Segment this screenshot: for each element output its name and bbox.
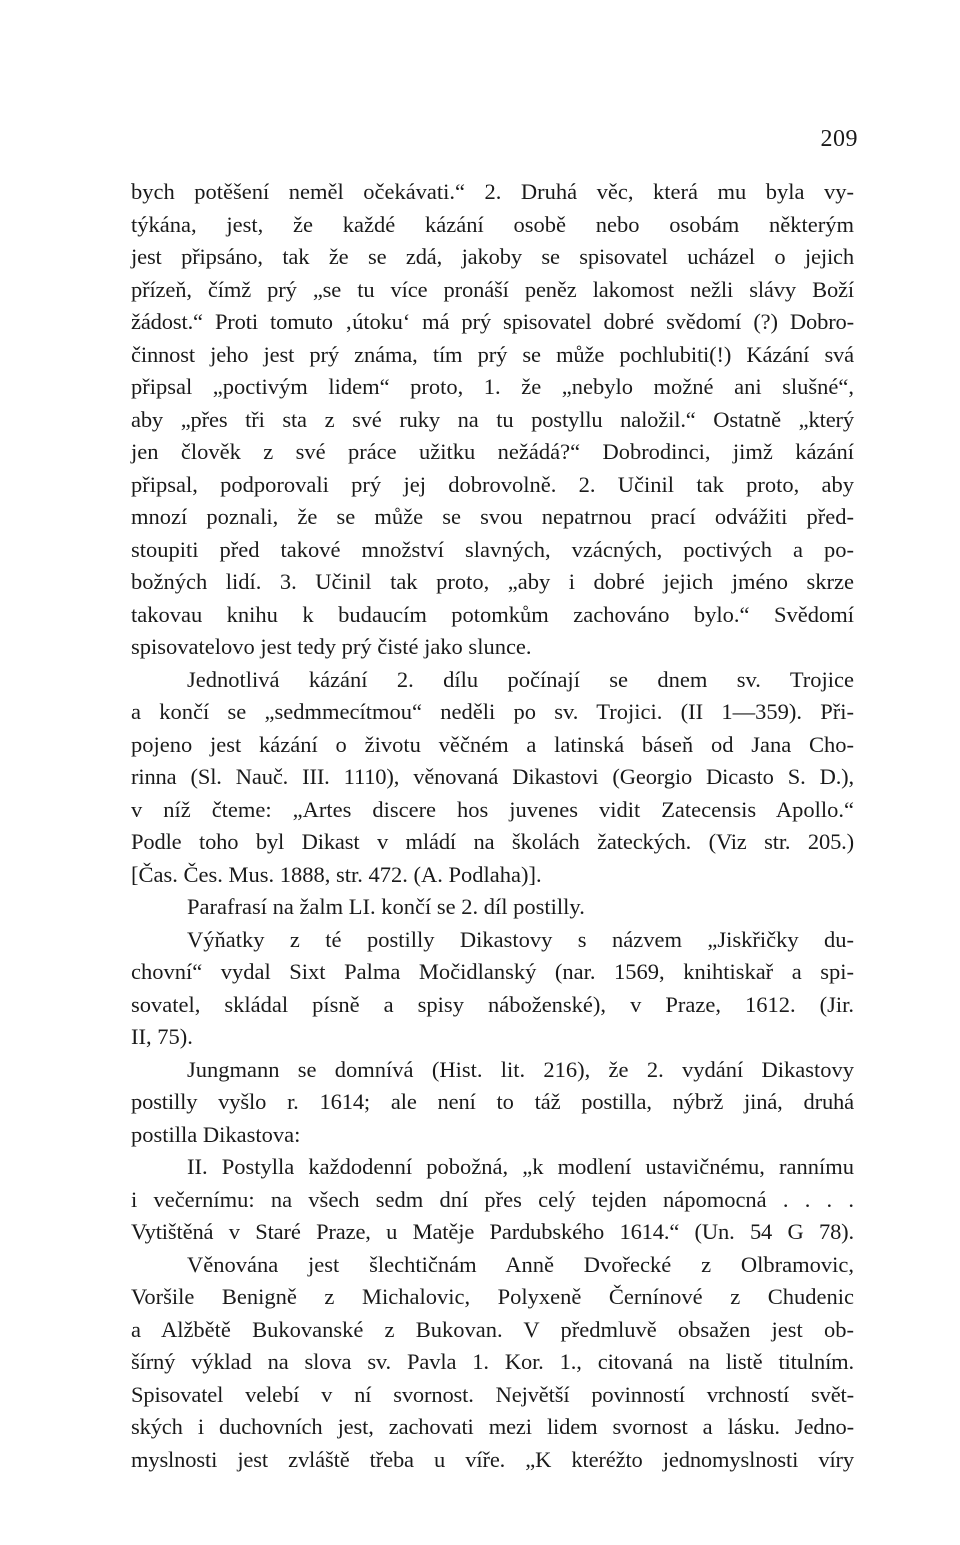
text-line: činnost jeho jest prý známa, tím prý se může pochlubiti(!) Kázání svá xyxy=(131,341,854,367)
text-line: Vytištěná v Staré Praze, u Matěje Pardubského 1614.“ (Un. 54 G 78). xyxy=(131,1219,854,1244)
text-line: přízeň, čímž prý „se tu více pronáší peněz lakomost nežli slávy Boží xyxy=(131,276,854,302)
text-line: v níž čteme: „Artes discere hos juvenes vidit Zatecensis Apollo.“ xyxy=(131,796,854,822)
text-line: Věnována jest šlechtičnám Anně Dvořecké z Olbramovic, xyxy=(187,1251,854,1277)
text-line: takovau knihu k budaucím potomkům zachováno bylo.“ Svědomí xyxy=(131,601,854,627)
text-line: ských i duchovních jest, zachovati mezi lidem svornost a lásku. Jedno- xyxy=(131,1414,854,1439)
text-line: myslnosti jest zvláště třeba u víře. „K kteréžto jednomyslnosti víry xyxy=(131,1446,854,1472)
text-line: rinna (Sl. Nauč. III. 1110), věnovaná Dikastovi (Georgio Dicasto S. D.), xyxy=(131,764,854,789)
text-line: žádost.“ Proti tomuto ‚útoku‘ má prý spisovatel dobré svědomí (?) Dobro- xyxy=(131,309,854,334)
text-line: aby „přes tři sta z své ruky na tu postyllu naložil.“ Ostatně „který xyxy=(131,406,854,432)
text-line: šírný výklad na slova sv. Pavla 1. Kor. 1., citovaná na listě titulním. xyxy=(131,1349,854,1374)
text-line: chovní“ vydal Sixt Palma Močidlanský (nar. 1569, knihtiskař a spi- xyxy=(131,959,854,984)
text-line: božných lidí. 3. Učinil tak proto, „aby i dobré jejich jméno skrze xyxy=(131,569,854,594)
text-line: spisovatelovo jest tedy prý čisté jako slunce. xyxy=(131,634,532,659)
page-text xyxy=(131,176,854,1476)
text-line: stoupiti před takové množství slavných, vzácných, poctivých a po- xyxy=(131,536,854,562)
text-line: Spisovatel velebí v ní svornost. Největší povinností vrchností svět- xyxy=(131,1381,854,1407)
text-line: mnozí poznali, že se může se svou nepatrnou prací odvážiti před- xyxy=(131,504,854,529)
text-line: jen člověk z své práce užitku nežádá?“ Dobrodinci, jimž kázání xyxy=(131,439,854,464)
text-line: a Alžbětě Bukovanské z Bukovan. V předmluvě obsažen jest ob- xyxy=(131,1316,854,1342)
text-line: bych potěšení neměl očekávati.“ 2. Druhá věc, která mu byla vy- xyxy=(131,179,854,204)
text-line: připsal, podporovali prý jej dobrovolně. 2. Učinil tak proto, aby xyxy=(131,471,854,497)
text-line: postilly vyšlo r. 1614; ale není to táž postilla, nýbrž jiná, druhá xyxy=(131,1089,854,1114)
text-line: týkána, jest, že každé kázání osobě nebo osobám některým xyxy=(131,211,854,237)
text-line: i večernímu: na všech sedm dní přes celý tejden nápomocná . . . . xyxy=(131,1186,854,1212)
text-line: [Čas. Čes. Mus. 1888, str. 472. (A. Podlaha)]. xyxy=(131,861,542,887)
text-line: Výňatky z té postilly Dikastovy s názvem „Jiskřičky du- xyxy=(187,926,854,952)
text-line: Jednotlivá kázání 2. dílu počínají se dnem sv. Trojice xyxy=(187,666,854,692)
text-line: II, 75). xyxy=(131,1024,193,1049)
text-line: sovatel, skládal písně a spisy náboženské), v Praze, 1612. (Jir. xyxy=(131,991,854,1017)
text-line: a končí se „sedmmecítmou“ neděli po sv. Trojici. (II 1—359). Při- xyxy=(131,699,854,724)
text-line: Jungmann se domnívá (Hist. lit. 216), že 2. vydání Dikastovy xyxy=(187,1056,854,1082)
text-line: II. Postylla každodenní pobožná, „k modlení ustavičnému, rannímu xyxy=(187,1154,854,1179)
text-line: pojeno jest kázání o životu věčném a latinská báseň od Jana Cho- xyxy=(131,731,854,757)
text-line: jest připsáno, tak že se zdá, jakoby se spisovatel ucházel o jejich xyxy=(131,244,854,269)
text-line: postilla Dikastova: xyxy=(131,1121,301,1147)
page-number: 209 xyxy=(820,126,858,152)
text-line: Podle toho byl Dikast v mládí na školách žateckých. (Viz str. 205.) xyxy=(131,829,854,854)
text-line: Voršile Benigně z Michalovic, Polyxeně Černínové z Chudenic xyxy=(131,1284,854,1309)
text-line: připsal „poctivým lidem“ proto, 1. že „nebylo možné ani slušné“, xyxy=(131,374,854,399)
text-line: Parafrasí na žalm LI. končí se 2. díl postilly. xyxy=(187,894,585,919)
